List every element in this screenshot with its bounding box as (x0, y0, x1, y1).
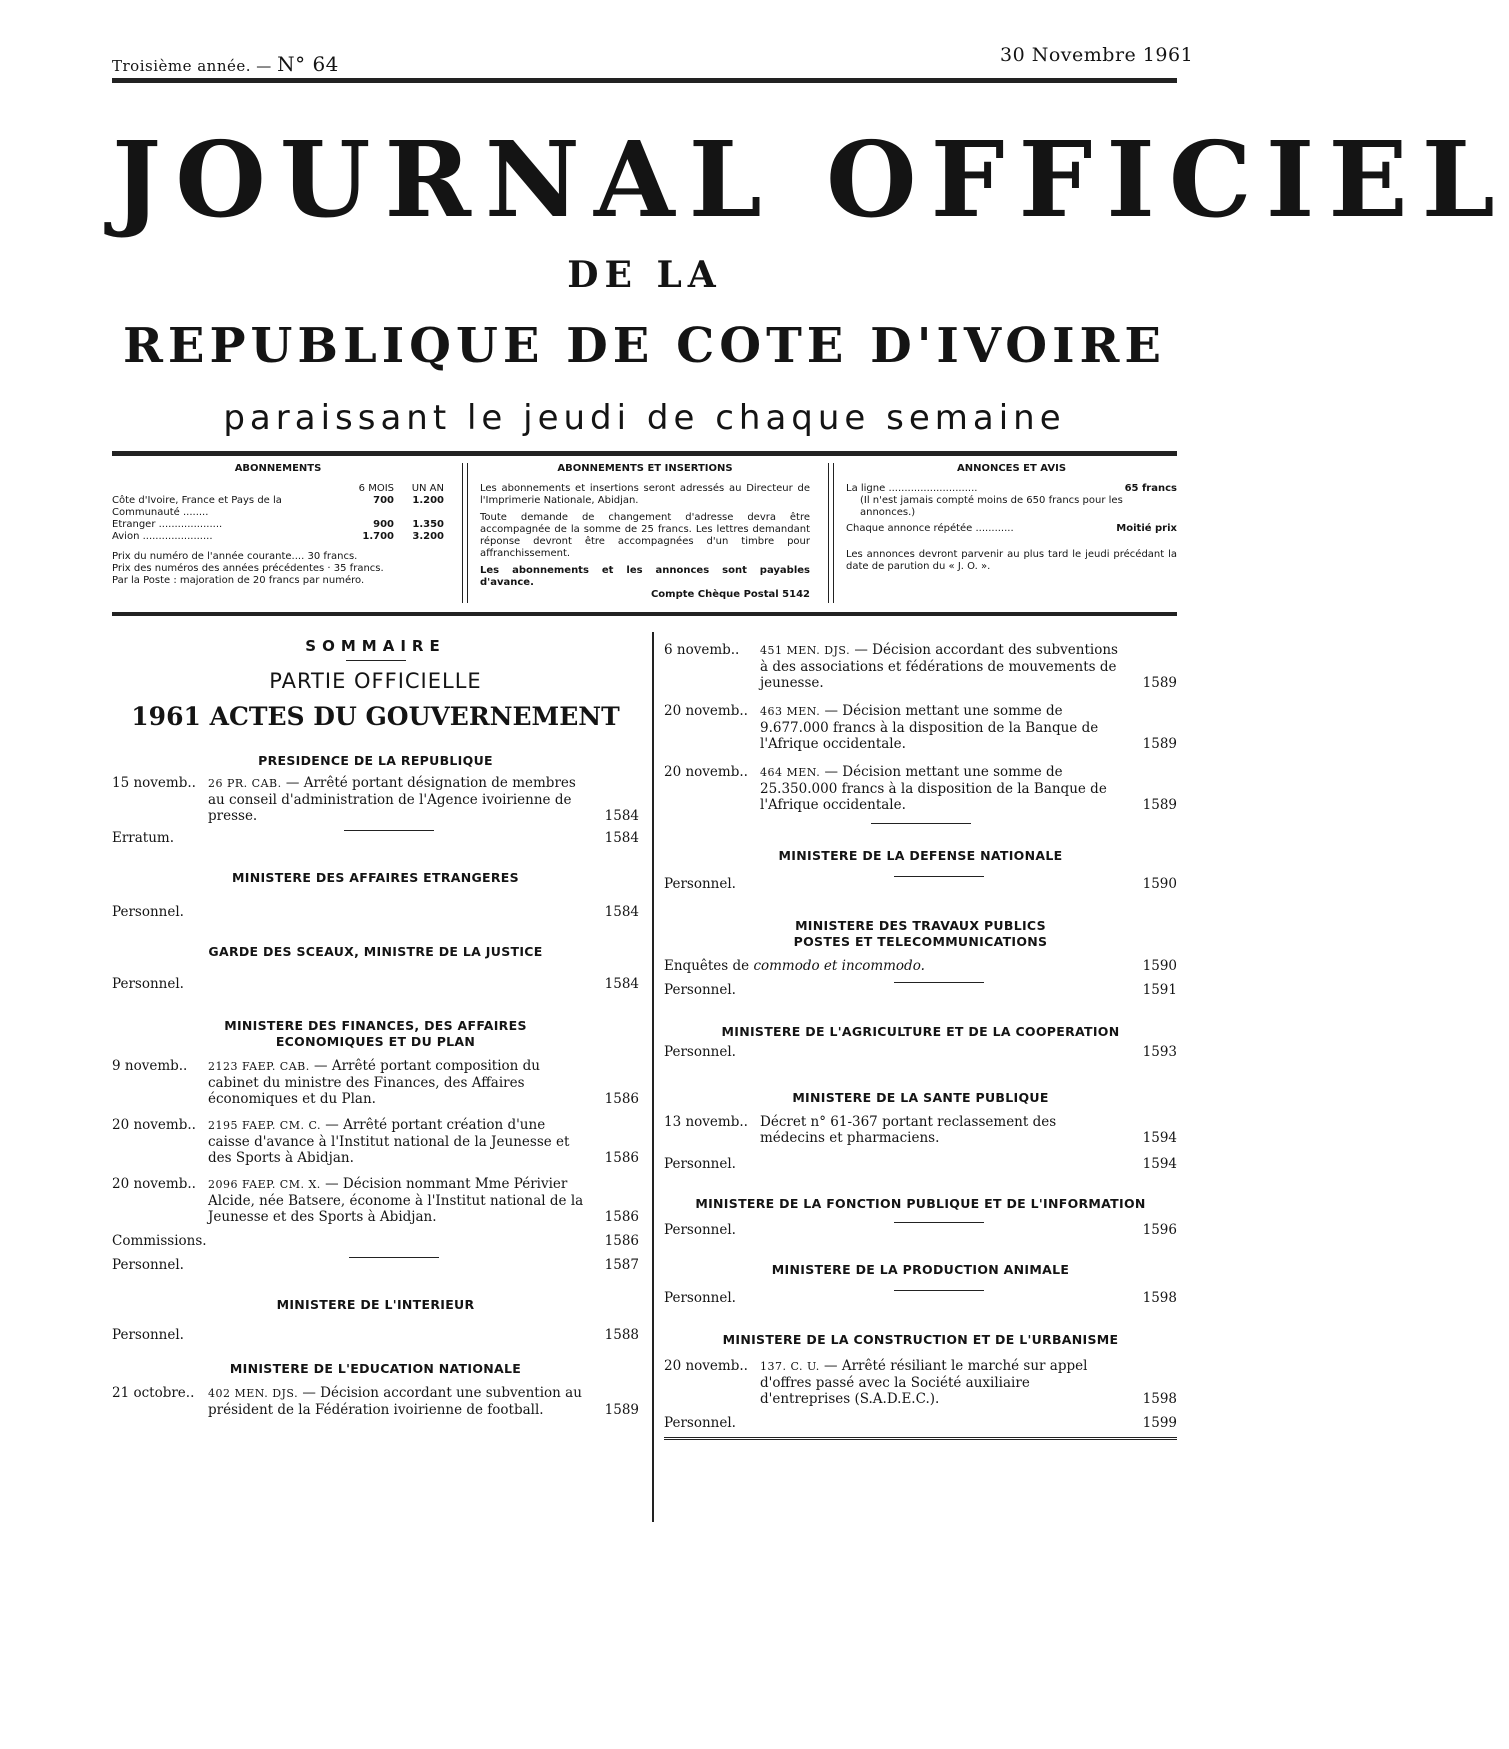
section-defense: MINISTERE DE LA DEFENSE NATIONALE (778, 848, 1063, 863)
page-number: 1584 (604, 904, 639, 920)
entry-code: 402 MEN. DJS. (208, 1387, 299, 1400)
price-year: 1.350 (412, 519, 444, 530)
section-travaux-publics: MINISTERE DES TRAVAUX PUBLICS (795, 918, 1046, 933)
insertions-box (480, 463, 810, 608)
section-sante: MINISTERE DE LA SANTE PUBLIQUE (792, 1090, 1049, 1105)
entry-date: 13 novemb.. (664, 1114, 748, 1130)
entry-text: Personnel. (112, 1257, 184, 1273)
insertions-heading: ABONNEMENTS ET INSERTIONS (557, 463, 733, 474)
page-number: 1586 (604, 1150, 639, 1166)
page-number: 1589 (1142, 797, 1177, 813)
entry-text: — Décision accordant une subvention au président de la Fédération ivoirienne de football. (208, 1385, 582, 1418)
annonces-box (846, 463, 1177, 608)
toc-entry (112, 1327, 639, 1343)
toc-entry (664, 1358, 1177, 1407)
toc-entry (664, 876, 1177, 892)
section-affaires-etrangeres: MINISTERE DES AFFAIRES ETRANGERES (232, 870, 519, 885)
entry-date: 21 octobre.. (112, 1385, 195, 1401)
entry-date: 9 novemb.. (112, 1058, 188, 1074)
price-year: 3.200 (412, 531, 444, 542)
section-presidence: PRESIDENCE DE LA REPUBLIQUE (258, 753, 493, 768)
section-justice: GARDE DES SCEAUX, MINISTRE DE LA JUSTICE (208, 944, 543, 959)
entry-text: — Arrêté portant composition du cabinet du ministre des Finances, des Affaires économiques et du Plan. (208, 1058, 540, 1107)
toc-entry (664, 1290, 1177, 1306)
edition-line (112, 52, 339, 76)
toc-entry (664, 1156, 1177, 1172)
page-number: 1599 (1142, 1415, 1177, 1431)
toc-entry (112, 904, 639, 920)
entry-date: 20 novemb.. (112, 1176, 196, 1192)
repeat-label: Chaque annonce répétée ............ (846, 523, 1014, 534)
entry-code: 464 MEN. (760, 766, 821, 779)
entry-date: 15 novemb.. (112, 775, 196, 791)
price-note: Prix du numéro de l'année courante.... 30 francs. (112, 551, 358, 562)
toc-entry (664, 764, 1177, 813)
journal-title: JOURNAL OFFICIEL (112, 118, 1509, 241)
price-row-label: Etranger .................... (112, 519, 223, 530)
entry-text-italic: commodo et incommodo. (753, 958, 925, 974)
annonces-heading: ANNONCES ET AVIS (956, 463, 1067, 474)
repeat-price: Moitié prix (1116, 523, 1177, 534)
republic-name: REPUBLIQUE DE COTE D'IVOIRE (122, 318, 1167, 374)
page-number: 1586 (604, 1209, 639, 1225)
toc-entry (112, 830, 639, 846)
page-number: 1584 (604, 976, 639, 992)
section-agriculture: MINISTERE DE L'AGRICULTURE ET DE LA COOPERATION (721, 1024, 1120, 1039)
page-number: 1594 (1142, 1130, 1177, 1146)
right-column (664, 642, 1177, 1440)
page-number: 1589 (1142, 736, 1177, 752)
page-number: 1591 (1142, 982, 1177, 998)
box-separator (828, 463, 834, 603)
page-number: 1586 (604, 1233, 639, 1249)
abonnements-box (112, 463, 444, 608)
toc-entry (112, 1385, 639, 1418)
entry-text: — Arrêté portant création d'une caisse d'avance à l'Institut national de la Jeunesse et des Sports à Abidjan. (208, 1117, 570, 1166)
toc-entry (112, 976, 639, 992)
entry-code: 451 MEN. DJS. (760, 644, 851, 657)
entry-code: 463 MEN. (760, 705, 821, 718)
entry-text: — Décision nommant Mme Périvier Alcide, née Batsere, économe à l'Institut national de la Jeunesse et des Sports à Abidjan. (208, 1176, 584, 1225)
page-number: 1584 (604, 830, 639, 846)
price-six: 1.700 (362, 531, 394, 542)
section-production-animale: MINISTERE DE LA PRODUCTION ANIMALE (771, 1262, 1070, 1277)
toc-entry (664, 958, 1177, 974)
toc-entry (112, 1117, 639, 1166)
toc-entry (664, 982, 1177, 998)
toc-entry (664, 642, 1177, 691)
entry-text: Erratum. (112, 830, 175, 846)
entry-text: Personnel. (664, 1222, 736, 1238)
actes-heading: 1961 ACTES DU GOUVERNEMENT (131, 702, 620, 731)
abonnements-heading: ABONNEMENTS (234, 463, 322, 474)
entry-date: 6 novemb.. (664, 642, 740, 658)
entry-text: Personnel. (112, 976, 184, 992)
price-row-label: Avion ...................... (112, 531, 213, 542)
toc-entry (112, 1257, 639, 1273)
toc-entry (112, 1176, 639, 1225)
masthead-rule (112, 451, 1177, 456)
price-six: 700 (373, 495, 394, 506)
ligne-price: 65 francs (1124, 483, 1177, 494)
toc-entry (664, 1222, 1177, 1238)
entry-date: 20 novemb.. (664, 1358, 748, 1374)
page-number: 1588 (604, 1327, 639, 1343)
col-one-year: UN AN (411, 483, 444, 494)
page-number: 1596 (1142, 1222, 1177, 1238)
price-note: Prix des numéros des années précédentes · 35 francs. (112, 563, 384, 574)
toc-entry (112, 775, 639, 824)
section-interieur: MINISTERE DE L'INTERIEUR (276, 1297, 475, 1312)
entry-text: — Décision mettant une somme de 9.677.000 francs à la disposition de la Banque de l'Afrique occidentale. (760, 703, 1099, 752)
entry-text: Personnel. (664, 1156, 736, 1172)
entry-text: Personnel. (664, 982, 736, 998)
page-number: 1598 (1142, 1290, 1177, 1306)
price-row-label: Côte d'Ivoire, France et Pays de la Communauté ........ (112, 495, 282, 518)
toc-entry (664, 1114, 1177, 1146)
postal-account: Compte Chèque Postal 5142 (650, 589, 810, 600)
entry-code: 26 PR. CAB. (208, 777, 282, 790)
section-travaux-publics-sub: POSTES ET TELECOMMUNICATIONS (793, 934, 1048, 949)
page-number: 1587 (604, 1257, 639, 1273)
section-construction: MINISTERE DE LA CONSTRUCTION ET DE L'URBANISME (722, 1332, 1119, 1347)
entry-text: Personnel. (112, 904, 184, 920)
insertions-text: Les abonnements et insertions seront adressés au Directeur de l'Imprimerie Nationale, Abidjan. (480, 483, 810, 506)
toc-entry (664, 1415, 1177, 1431)
page-number: 1590 (1142, 958, 1177, 974)
section-finances: MINISTERE DES FINANCES, DES AFFAIRES ECONOMIQUES ET DU PLAN (224, 1018, 527, 1049)
box-separator (462, 463, 468, 603)
ligne-minimum: (Il n'est jamais compté moins de 650 francs pour les annonces.) (860, 495, 1123, 518)
edition-label: Troisième année. — (112, 57, 272, 75)
entry-text: — Arrêté résiliant le marché sur appel d'offres passé avec la Société auxiliaire d'entreprises (S.A.D.E.C.). (760, 1358, 1088, 1407)
page-number: 1590 (1142, 876, 1177, 892)
entry-text: Personnel. (664, 1290, 736, 1306)
toc-entry (664, 703, 1177, 752)
header-rule (112, 78, 1177, 83)
entry-code: 2195 FAEP. CM. C. (208, 1119, 321, 1132)
tagline: paraissant le jeudi de chaque semaine (223, 398, 1066, 438)
section-education: MINISTERE DE L'EDUCATION NATIONALE (229, 1361, 522, 1376)
sommaire-heading: SOMMAIRE (305, 637, 446, 655)
entry-text: — Décision mettant une somme de 25.350.000 francs à la disposition de la Banque de l'Afrique occidentale. (760, 764, 1107, 813)
price-note: Par la Poste : majoration de 20 francs par numéro. (112, 575, 365, 586)
ligne-label: La ligne ............................ (846, 483, 978, 494)
entry-text: Personnel. (112, 1327, 184, 1343)
price-table (112, 483, 444, 543)
entry-code: 137. C. U. (760, 1360, 820, 1373)
entry-text: — Décision accordant des subventions à des associations et fédérations de mouvements de jeunesse. (760, 642, 1118, 691)
entry-date: 20 novemb.. (664, 764, 748, 780)
entry-text: Commissions. (112, 1233, 207, 1249)
price-year: 1.200 (412, 495, 444, 506)
section-fonction-publique: MINISTERE DE LA FONCTION PUBLIQUE ET DE L'INFORMATION (695, 1196, 1146, 1211)
entry-text: Personnel. (664, 1415, 736, 1431)
boxes-rule (112, 612, 1177, 616)
issue-date: 30 Novembre 1961 (1000, 44, 1194, 66)
entry-code: 2096 FAEP. CM. X. (208, 1178, 321, 1191)
toc-entry (664, 1044, 1177, 1060)
entry-text: Décret n° 61-367 portant reclassement des médecins et pharmaciens. (760, 1114, 1057, 1146)
page-number: 1594 (1142, 1156, 1177, 1172)
insertions-text: Les abonnements et les annonces sont payables d'avance. (480, 565, 810, 588)
entry-text: — Arrêté portant désignation de membres au conseil d'administration de l'Agence ivoirienne de presse. (208, 775, 576, 824)
entry-text: Personnel. (664, 1044, 736, 1060)
entry-code: 2123 FAEP. CAB. (208, 1060, 310, 1073)
partie-officielle: PARTIE OFFICIELLE (269, 669, 482, 693)
page-number: 1598 (1142, 1391, 1177, 1407)
de-la: DE LA (567, 254, 722, 296)
entry-text: Enquêtes de (664, 958, 754, 974)
left-column (112, 638, 639, 1418)
toc-entry (112, 1233, 639, 1249)
page-number: 1589 (604, 1402, 639, 1418)
insertions-text: Toute demande de changement d'adresse devra être accompagnée de la somme de 25 francs. Les lettres demandant réponse devront être accompagnées d'un timbre pour affranchissement. (480, 512, 810, 559)
toc-entry (112, 1058, 639, 1107)
price-six: 900 (373, 519, 394, 530)
entry-date: 20 novemb.. (112, 1117, 196, 1133)
deadline-note: Les annonces devront parvenir au plus tard le jeudi précédant la date de parution du « J. O. ». (846, 549, 1177, 572)
page-number: 1593 (1142, 1044, 1177, 1060)
column-divider (652, 632, 654, 1522)
issue-number: N° 64 (277, 52, 339, 76)
entry-date: 20 novemb.. (664, 703, 748, 719)
page-number: 1584 (604, 808, 639, 824)
entry-text: Personnel. (664, 876, 736, 892)
page-number: 1586 (604, 1091, 639, 1107)
col-six-months: 6 MOIS (358, 483, 394, 494)
page-number: 1589 (1142, 675, 1177, 691)
